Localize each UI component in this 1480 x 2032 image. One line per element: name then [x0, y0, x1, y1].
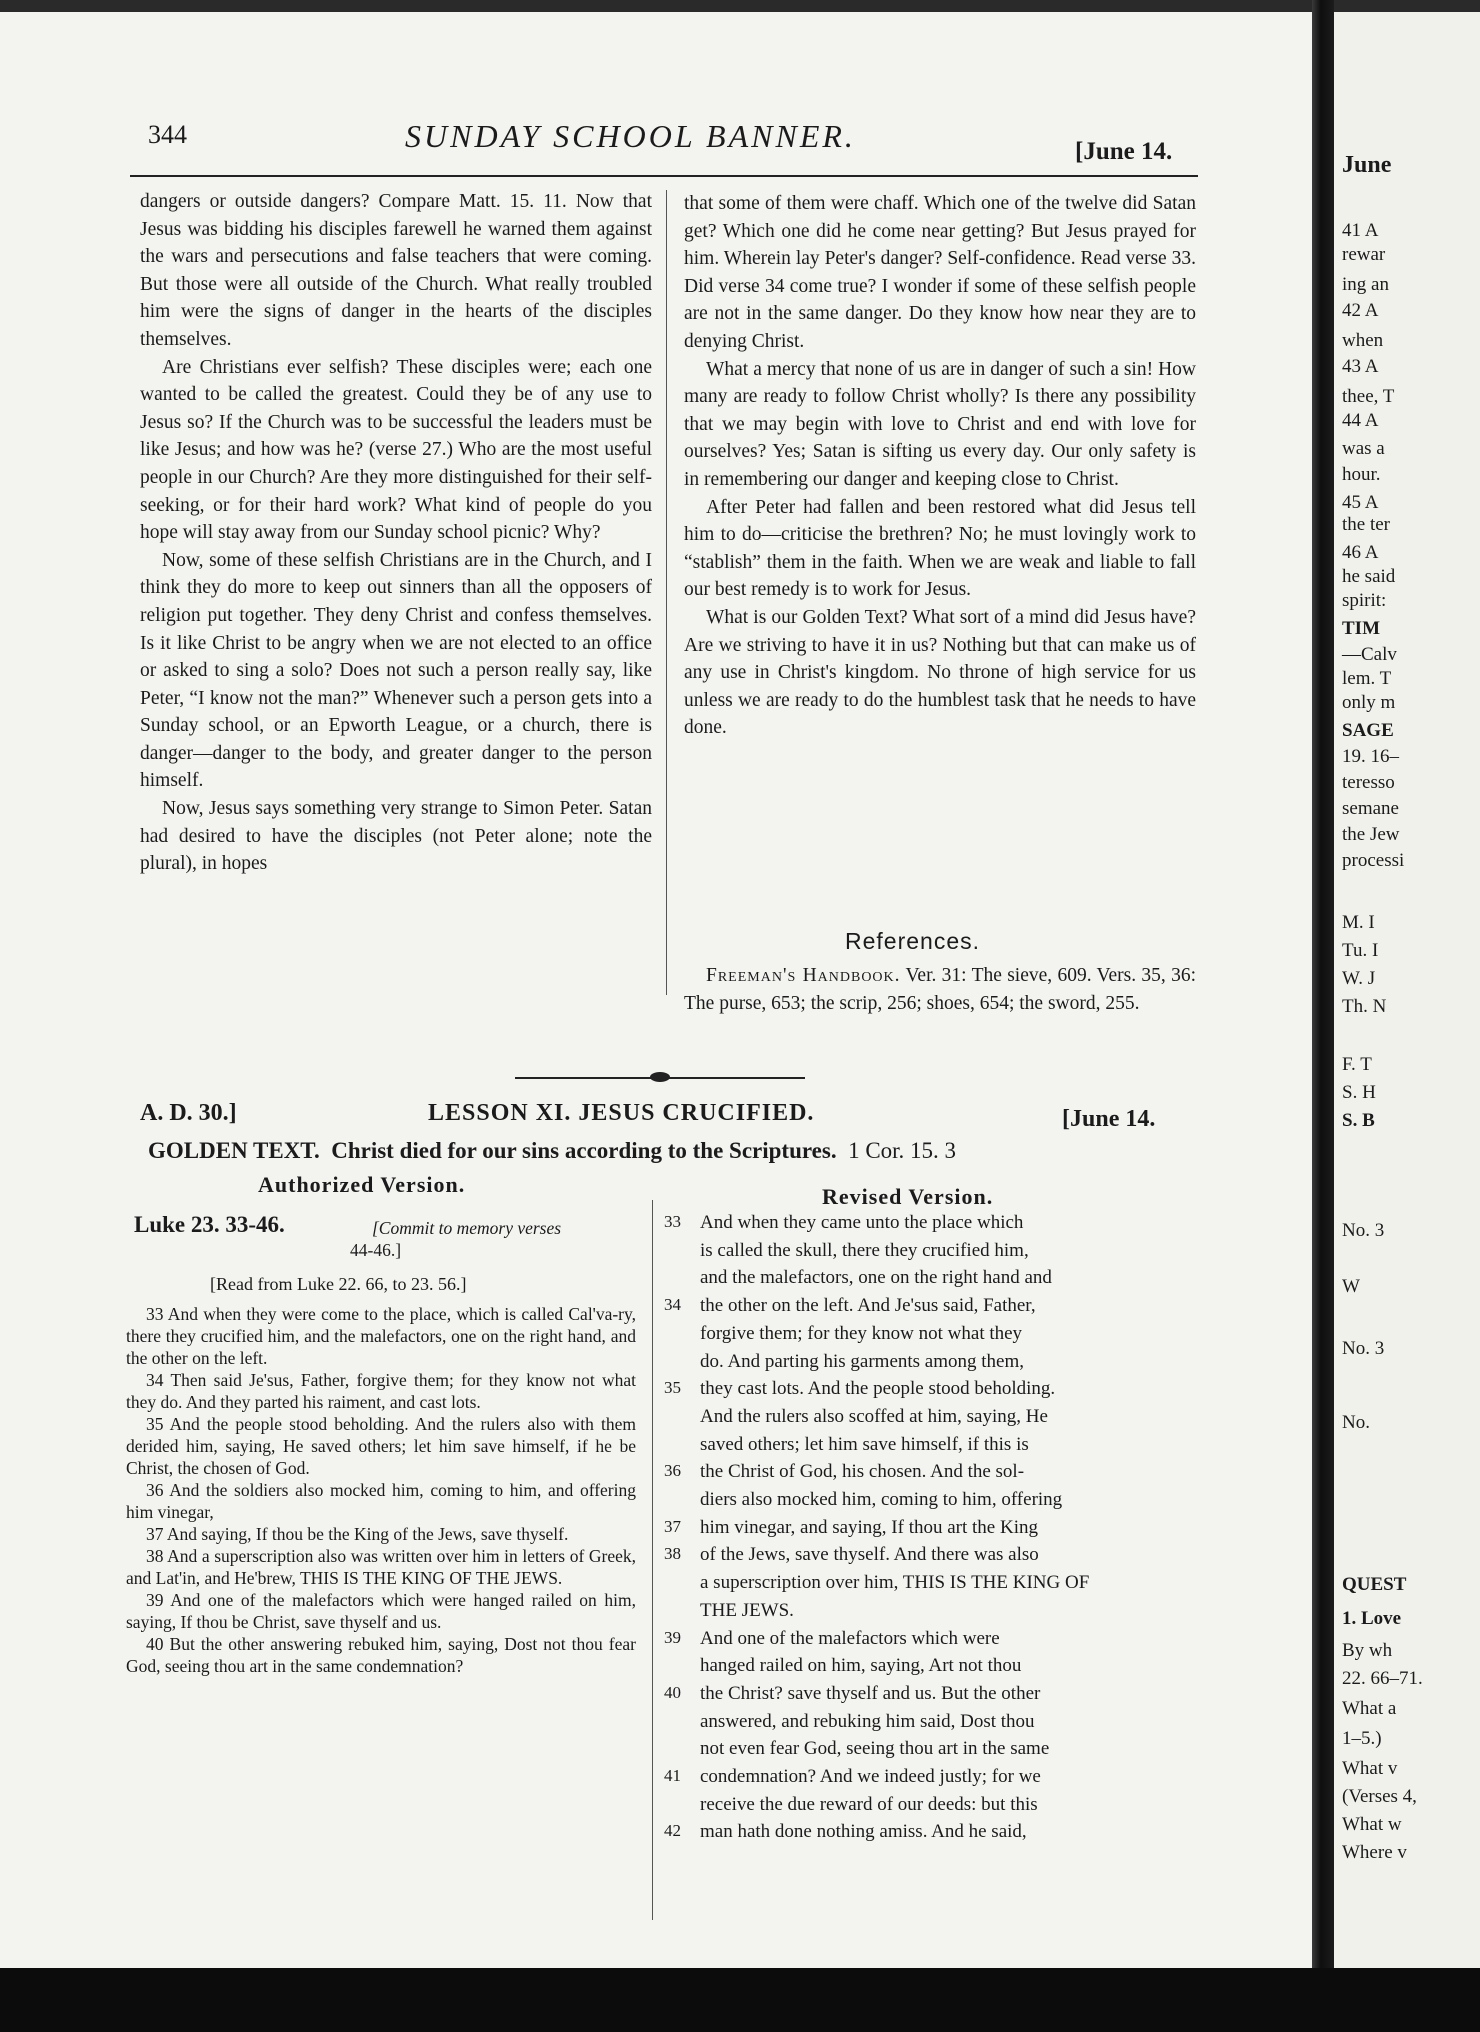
facing-page-text: S. B	[1342, 1110, 1375, 1131]
revised-line: receive the due reward of our deeds: but this	[700, 1793, 1038, 1815]
left-column	[140, 188, 652, 878]
facing-page-text: the ter	[1342, 514, 1391, 535]
lesson-title: LESSON XI. JESUS CRUCIFIED.	[428, 1100, 815, 1126]
running-title: SUNDAY SCHOOL BANNER.	[405, 118, 856, 154]
facing-page-text: What v	[1342, 1758, 1398, 1779]
revised-line: condemnation? And we indeed justly; for we	[700, 1766, 1041, 1787]
paragraph: that some of them were chaff. Which one of the twelve did Satan get? Which one did he come near getting? But Jesus prayed for him. Wherein lay Peter's danger? Self-confidence. Read verse 33. Did verse 34 come true? I wonder if some of these selfish people are not in the same danger. Do they know how near they are to denying Christ.	[684, 193, 1196, 352]
column-divider	[666, 190, 667, 995]
paragraph: Now, Jesus says something very strange to Simon Peter. Satan had desired to have the disciples (not Peter alone; note the plural), in hopes	[140, 798, 652, 875]
golden-text-label: GOLDEN TEXT.	[148, 1138, 320, 1163]
verse-number: 34	[664, 1295, 681, 1315]
facing-page-text: M. I	[1342, 912, 1375, 933]
lesson-date: [June 14.	[1062, 1106, 1156, 1132]
facing-page-text: QUEST	[1342, 1574, 1407, 1595]
verse: 39 And one of the malefactors which were hanged railed on him, saying, If thou be Christ, save thyself and us.	[126, 1590, 636, 1632]
facing-page-text: June	[1342, 152, 1392, 178]
verse-number: 36	[664, 1461, 681, 1481]
scan-edge-top	[0, 0, 1480, 12]
facing-page-text: 46 A	[1342, 542, 1379, 563]
references-body: Ver. 31: The sieve, 609. Vers. 35, 36: The purse, 653; the scrip, 256; shoes, 654; the sword, 255.	[684, 965, 1196, 1014]
verse-number: 42	[664, 1821, 681, 1841]
facing-page-text: 41 A	[1342, 220, 1379, 241]
paragraph: What a mercy that none of us are in danger of such a sin! How many are ready to follow Christ wholly? Is there any possibility that we may begin with love to Christ and end with love for ourselves? Yes; Satan is sifting us every day. Our only safety is in remembering our danger and keeping close to Christ.	[684, 358, 1196, 490]
references-heading: References.	[845, 928, 981, 954]
facing-page-text: 42 A	[1342, 300, 1379, 321]
facing-page-text: thee, T	[1342, 386, 1395, 407]
revised-line: and the malefactors, one on the right hand and	[700, 1267, 1052, 1289]
reading-note: [Read from Luke 22. 66, to 23. 56.]	[210, 1274, 467, 1294]
verse: 37 And saying, If thou be the King of the Jews, save thyself.	[146, 1524, 569, 1544]
facing-page-text: No. 3	[1342, 1220, 1385, 1241]
facing-page-text: SAGE	[1342, 720, 1394, 741]
revised-line: And the rulers also scoffed at him, saying, He	[700, 1405, 1048, 1427]
facing-page-text: What a	[1342, 1698, 1397, 1719]
revised-line: And when they came unto the place which	[700, 1212, 1024, 1233]
facing-page-text: Where v	[1342, 1842, 1407, 1863]
references-source: Freeman's Handbook.	[706, 965, 901, 986]
verse-number: 38	[664, 1544, 681, 1564]
revised-line: THE JEWS.	[700, 1599, 794, 1621]
authorized-version-heading: Authorized Version.	[258, 1172, 466, 1197]
facing-page-text: No. 3	[1342, 1338, 1385, 1359]
facing-page-text: teresso	[1342, 772, 1395, 793]
revised-line: forgive them; for they know not what they	[700, 1322, 1023, 1344]
paragraph: Are Christians ever selfish? These disciples were; each one wanted to be called the greatest. Could they be of any use to Jesus so? If the Church was to be successful the leaders must be like Jesus; and how was he? (verse 27.) Who are the most useful people in our Church? Are they more distinguished for their self-seeking, or for their hard work? What kind of people do you hope will stay away from our Sunday school picnic? Why?	[140, 356, 652, 544]
facing-page-text: the Jew	[1342, 824, 1400, 845]
verse: 35 And the people stood beholding. And the rulers also with them derided him, saying, He saved others; let him save himself, if he be Christ, the chosen of God.	[126, 1414, 636, 1478]
facing-page-text: 1. Love	[1342, 1608, 1402, 1629]
verse: 34 Then said Je'sus, Father, forgive them; for they know not what they do. And they parted his raiment, and cast lots.	[126, 1370, 636, 1412]
verse: 40 But the other answering rebuked him, saying, Dost not thou fear God, seeing thou art in the same condemnation?	[126, 1634, 636, 1676]
authorized-version-text	[126, 1303, 636, 1677]
facing-page-text: 22. 66–71.	[1342, 1668, 1423, 1689]
verse: 36 And the soldiers also mocked him, coming to him, and offering him vinegar,	[126, 1480, 636, 1522]
facing-page-text: 19. 16–	[1342, 746, 1399, 767]
facing-page-text: spirit:	[1342, 590, 1387, 611]
paragraph: dangers or outside dangers? Compare Matt. 15. 11. Now that Jesus was bidding his disciples farewell he warned them against the wars and persecutions and false teachers that were coming. But those were all outside of the Church. What really troubled him were the signs of danger in the hearts of the disciples themselves.	[140, 191, 652, 350]
golden-text-reference: 1 Cor. 15. 3	[848, 1138, 957, 1163]
revised-line: not even fear God, seeing thou art in the same	[700, 1738, 1050, 1760]
revised-line: him vinegar, and saying, If thou art the King	[700, 1516, 1038, 1538]
facing-page-text: was a	[1342, 438, 1385, 459]
facing-page-text: semane	[1342, 798, 1399, 819]
revised-line: And one of the malefactors which were	[700, 1627, 1000, 1649]
facing-page-text: What w	[1342, 1814, 1402, 1835]
facing-page-text: 45 A	[1342, 492, 1379, 513]
lesson-era: A. D. 30.]	[140, 1100, 237, 1126]
facing-page-text: 43 A	[1342, 356, 1379, 377]
revised-line: they cast lots. And the people stood beholding.	[700, 1378, 1056, 1400]
verse-number: 35	[664, 1378, 681, 1398]
facing-page-text: (Verses 4,	[1342, 1786, 1417, 1807]
paragraph: After Peter had fallen and been restored what did Jesus tell him to do—criticise the brethren? No; he must lovingly work to “stablish” them in the faith. When we are weak and liable to fall our best remedy is to work for Jesus.	[684, 496, 1196, 601]
paragraph: What is our Golden Text? What sort of a mind did Jesus have? Are we striving to have it in us? Nothing but that can make us of any use in Christ's kingdom. No throne of high service for us unless we are ready to do the humblest task that he needs to have done.	[684, 606, 1196, 739]
golden-text-line	[148, 1138, 956, 1164]
facing-page-text: No.	[1342, 1412, 1370, 1433]
facing-page-text: W	[1342, 1276, 1360, 1297]
facing-page-text: F. T	[1342, 1054, 1372, 1075]
book-gutter	[1312, 0, 1334, 1968]
revised-line: diers also mocked him, coming to him, offering	[700, 1489, 1063, 1510]
verse-number: 40	[664, 1682, 681, 1702]
revised-line: the Christ? save thyself and us. But the other	[700, 1682, 1041, 1704]
facing-page-text: S. H	[1342, 1082, 1376, 1103]
verse-number: 33	[664, 1212, 681, 1231]
facing-page-text: By wh	[1342, 1640, 1393, 1661]
facing-page-text: he said	[1342, 566, 1396, 587]
facing-page-text: lem. T	[1342, 668, 1392, 689]
verse: 38 And a superscription also was written over him in letters of Greek, and Lat'in, and He'brew, THIS IS THE KING OF THE JEWS.	[126, 1546, 636, 1588]
references-text	[684, 962, 1196, 1017]
revised-line: do. And parting his garments among them,	[700, 1350, 1025, 1372]
revised-line: a superscription over him, THIS IS THE KING OF	[700, 1572, 1090, 1594]
golden-text: Christ died for our sins according to the Scriptures.	[331, 1138, 837, 1163]
verse-number: 39	[664, 1627, 681, 1647]
revised-line: of the Jews, save thyself. And there was also	[700, 1544, 1039, 1566]
revised-line: answered, and rebuking him said, Dost thou	[700, 1710, 1035, 1732]
facing-page-text: when	[1342, 330, 1384, 351]
scan-edge-bottom	[0, 1968, 1480, 2032]
page-number: 344	[148, 120, 187, 149]
paragraph: Now, some of these selfish Christians are in the Church, and I think they do more to keep out sinners than all the opposers of religion put together. They deny Christ and confess themselves. Is it like Christ to be angry when we are not elected to an office or asked to sing a solo? Does not such a person really say, like Peter, “I know not the man?” Whenever such a person gets into a Sunday school, or an Epworth League, or a church, there is danger—danger to the body, and greater danger to the person himself.	[140, 549, 652, 792]
commit-note: [Commit to memory verses	[372, 1218, 562, 1238]
verse: 33 And when they were come to the place, which is called Cal'va-ry, there they crucified him, and the malefactors, one on the right hand, and the other on the left.	[126, 1304, 636, 1368]
facing-page-text: W. J	[1342, 968, 1376, 989]
version-divider	[652, 1200, 653, 1920]
facing-page-fragment	[1334, 12, 1480, 1968]
facing-page-text: Th. N	[1342, 996, 1387, 1017]
facing-page-text: 1–5.)	[1342, 1728, 1382, 1749]
revised-line: the other on the left. And Je'sus said, Father,	[700, 1295, 1036, 1317]
commit-note-verses: 44-46.]	[350, 1240, 402, 1260]
scripture-passage: Luke 23. 33-46.	[134, 1212, 285, 1237]
facing-page-text: processi	[1342, 850, 1405, 871]
facing-page-text: hour.	[1342, 464, 1381, 485]
revised-line: saved others; let him save himself, if this is	[700, 1433, 1029, 1455]
verse-number: 37	[664, 1516, 681, 1536]
facing-page-text: TIM	[1342, 618, 1380, 639]
header-date: [June 14.	[1075, 138, 1173, 165]
facing-page-text: —Calv	[1342, 644, 1397, 665]
ornament-dot	[650, 1072, 670, 1082]
revised-line: hanged railed on him, saying, Art not thou	[700, 1655, 1022, 1677]
facing-page-text: rewar	[1342, 244, 1386, 265]
facing-page-text: Tu. I	[1342, 940, 1379, 961]
header-rule	[130, 175, 1198, 177]
right-column	[684, 190, 1196, 742]
revised-line: the Christ of God, his chosen. And the sol-	[700, 1461, 1025, 1483]
verse-number: 41	[664, 1766, 681, 1785]
facing-page-text: 44 A	[1342, 410, 1379, 431]
facing-page-text: ing an	[1342, 274, 1389, 295]
facing-page-text: only m	[1342, 692, 1396, 713]
revised-line: is called the skull, there they crucified him,	[700, 1239, 1029, 1261]
revised-version-heading: Revised Version.	[822, 1184, 994, 1209]
revised-line: man hath done nothing amiss. And he said,	[700, 1821, 1027, 1843]
